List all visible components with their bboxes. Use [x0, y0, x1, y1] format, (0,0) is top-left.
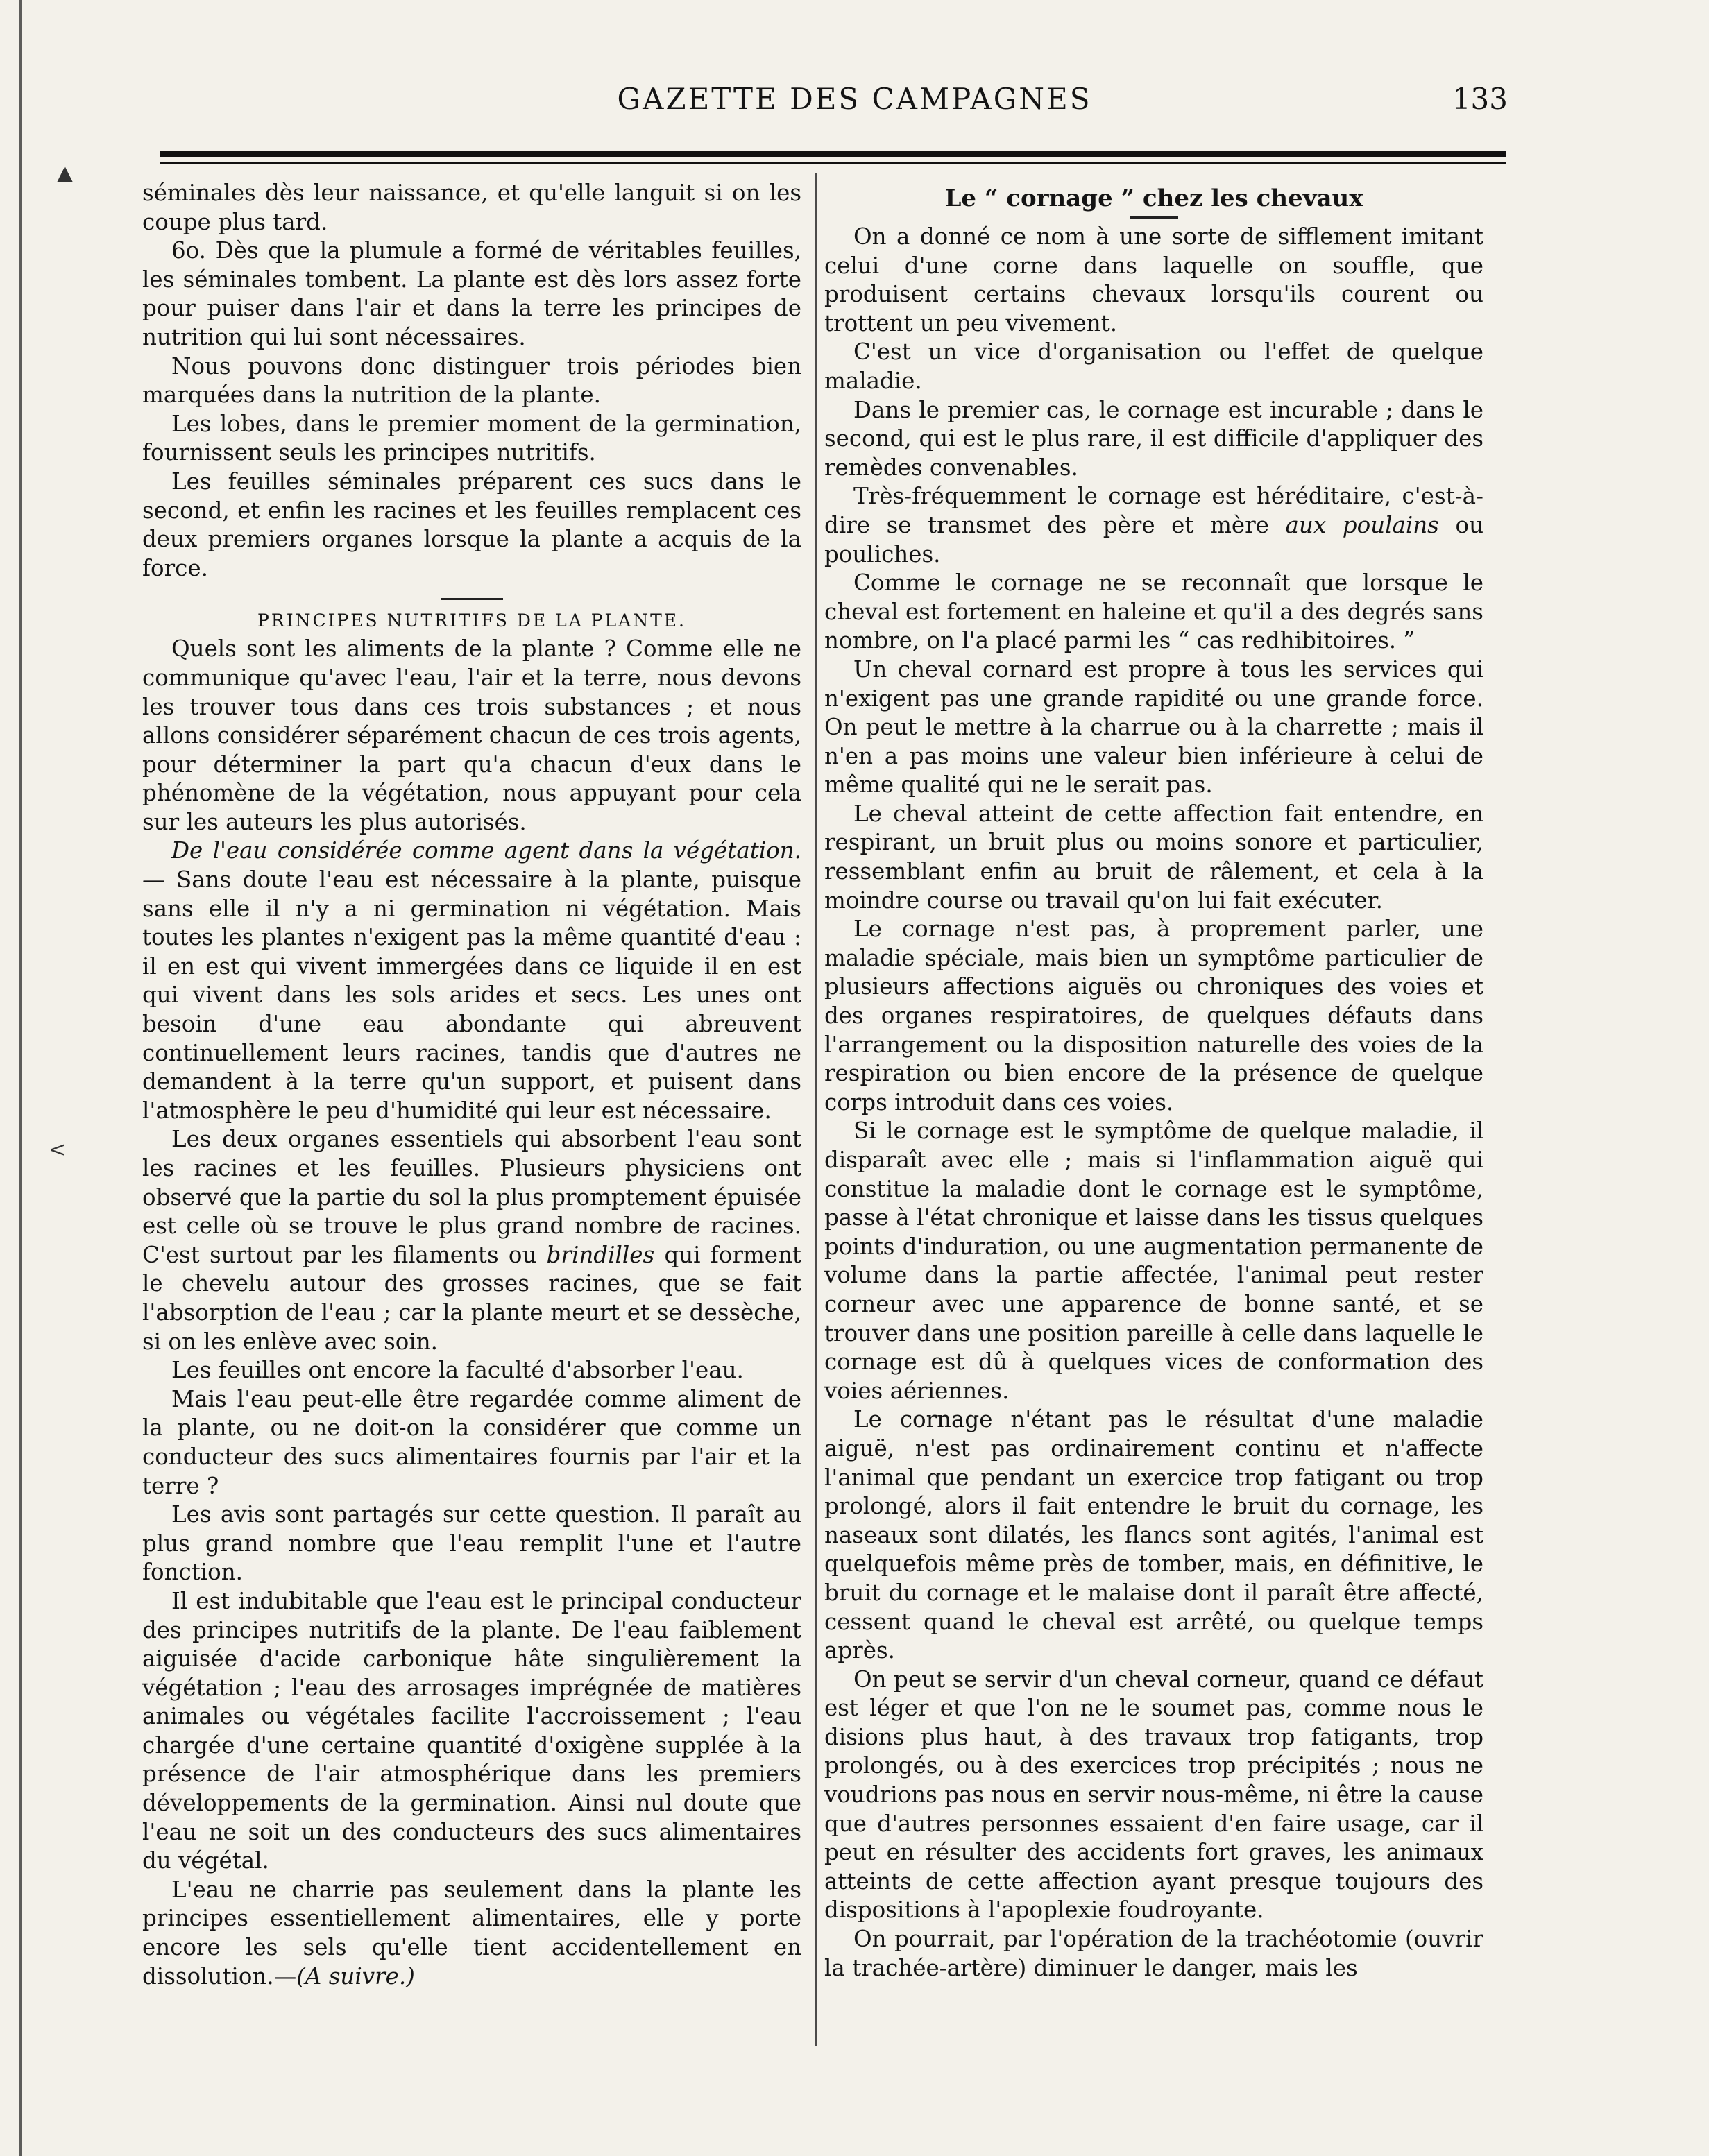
heading-rule: [1130, 216, 1178, 219]
paragraph: Le cornage n'est pas, à proprement parler, une maladie spéciale, mais bien un symptôme particulier de plusieurs affections aiguës ou chroniques des voies et des organes respiratoires, de quelques défauts dans l'arrangement ou la disposition naturelle des voies de la respiration ou bien encore de la présence de quelque corps introduit dans ces voies.: [824, 916, 1483, 1115]
paragraph: Quels sont les aliments de la plante ? Comme elle ne communique qu'avec l'eau, l'air et la terre, nous devons les trouver tous dans ces trois substances ; et nous allons considérer séparément chacun de ces trois agents, pour déterminer la part qu'a chacun d'eux dans le phénomène de la végétation, nous appuyant pour cela sur les auteurs les plus autorisés.: [142, 635, 801, 835]
left-column: [142, 179, 801, 2045]
paragraph: Les avis sont partagés sur cette question. Il paraît au plus grand nombre que l'eau remplit l'une et l'autre fonction.: [142, 1501, 801, 1586]
paragraph-text: Très-fréquemment le cornage est héréditaire, c'est-à-dire se transmet des père et mère: [824, 483, 1483, 538]
margin-mark: <: [49, 1138, 67, 1162]
paragraph: Les feuilles séminales préparent ces sucs dans le second, et enfin les racines et les feuilles remplacent ces deux premiers organes lorsque la plante a acquis de la force.: [142, 468, 801, 581]
header-rule-thick: [160, 151, 1506, 157]
paragraph: [824, 482, 1483, 569]
paragraph: 6o. Dès que la plumule a formé de véritables feuilles, les séminales tombent. La plante est dès lors assez forte pour puiser dans l'air et dans la terre les principes de nutrition qui lui sont nécessaires.: [142, 237, 801, 350]
right-column: [824, 179, 1483, 2045]
page-header: [0, 0, 1709, 139]
column-divider: [815, 173, 817, 2046]
paragraph: Dans le premier cas, le cornage est incurable ; dans le second, qui est le plus rare, il est difficile d'appliquer des remèdes convenables.: [824, 396, 1483, 481]
paragraph-text: Les deux organes essentiels qui absorbent l'eau sont les racines et les feuilles. Plusieurs physiciens ont observé que la partie du sol la plus promptement épuisée est celle où se trouve le plus grand nombre de racines. C'est surtout par les filaments ou: [142, 1126, 801, 1268]
subsection-title: De l'eau considérée comme agent dans la végétation. —: [142, 837, 801, 893]
paragraph: C'est un vice d'organisation ou l'effet de quelque maladie.: [824, 339, 1483, 394]
paragraph: Le cornage n'étant pas le résultat d'une maladie aiguë, n'est pas ordinairement continu et n'affecte l'animal que pendant un exercice trop fatigant ou trop prolongé, alors il fait entendre le bruit du cornage, les naseaux sont dilatés, les flancs sont agités, l'animal est quelquefois même près de tomber, mais, en définitive, le bruit du cornage et le malaise dont il paraît être affecté, cessent quand le cheval est arrêté, ou quelque temps après.: [824, 1406, 1483, 1664]
paragraph: Si le cornage est le symptôme de quelque maladie, il disparaît avec elle ; mais si l'inflammation aiguë qui constitue la maladie dont le cornage est le symptôme, passe à l'état chronique et laisse dans les tissus quelques points d'induration, ou une augmentation permanente de volume dans la partie affectée, l'animal peut rester corneur avec une apparence de bonne santé, et se trouver dans une position pareille à celle dans laquelle le cornage est dû à quelques vices de conformation des voies aériennes.: [824, 1118, 1483, 1404]
paragraph: Nous pouvons donc distinguer trois périodes bien marquées dans la nutrition de la plante.: [142, 352, 801, 409]
paragraph: Les lobes, dans le premier moment de la germination, fournissent seuls les principes nutritifs.: [142, 410, 801, 466]
paragraph: Comme le cornage ne se reconnaît que lorsque le cheval est fortement en haleine et qu'il a des degrés sans nombre, on l'a placé parmi les “ cas redhibitoires. ”: [824, 570, 1483, 654]
paragraph: [142, 837, 801, 1125]
page-edge-mark: [19, 0, 22, 2156]
paragraph: Mais l'eau peut-elle être regardée comme aliment de la plante, ou ne doit-on la considérer que comme un conducteur des sucs alimentaires fournis par l'air et la terre ?: [142, 1385, 801, 1499]
paragraph: séminales dès leur naissance, et qu'elle languit si on les coupe plus tard.: [142, 180, 801, 235]
section-rule: [441, 598, 503, 600]
publication-title: GAZETTE DES CAMPAGNES: [617, 82, 1092, 116]
paragraph-text: ou pouliches.: [824, 511, 1483, 567]
paragraph-text: Sans doute l'eau est nécessaire à la plante, puisque sans elle il n'y a ni germination ni végétation. Mais toutes les plantes n'exigent pas la même quantité d'eau : il en est qui vivent immergées dans ce liquide il en est qui vivent dans les sols arides et secs. Les unes ont besoin d'une eau abondante qui abreuvent continuellement leurs racines, tandis que d'autres ne demandent à la terre qu'un support, et puisent dans l'atmosphère le peu d'humidité qui leur est nécessaire.: [142, 866, 801, 1124]
section-heading: PRINCIPES NUTRITIFS DE LA PLANTE.: [257, 610, 686, 631]
paragraph-text: L'eau ne charrie pas seulement dans la plante les principes essentiellement alimentaires, elle y porte encore les sels qu'elle tient accidentellement en dissolution.—: [142, 1876, 801, 1990]
margin-mark: ▲: [57, 161, 74, 185]
header-rule-thin: [160, 162, 1506, 164]
paragraph-text: qui forment le chevelu autour des grosses racines, que se fait l'absorption de l'eau ; car la plante meurt et se dessèche, si on les enlève avec soin.: [142, 1241, 801, 1355]
italic-term: aux poulains: [1285, 511, 1439, 538]
paragraph: Il est indubitable que l'eau est le principal conducteur des principes nutritifs de la plante. De l'eau faiblement aiguisée d'acide carbonique hâte singulièrement la végétation ; l'eau des arrosages imprégnée de matières animales ou végétales facilite l'accroissement ; l'eau chargée d'une certaine quantité d'oxigène supplée à la présence de l'air atmosphérique dans les premiers développements de la germination. Ainsi nul doute que l'eau ne soit un des conducteurs des sucs alimentaires du végétal.: [142, 1587, 801, 1874]
to-be-continued: (A suivre.): [296, 1962, 415, 1990]
paragraph: [142, 1876, 801, 1991]
italic-term: brindilles: [546, 1241, 655, 1268]
paragraph: On pourrait, par l'opération de la trachéotomie (ouvrir la trachée-artère) diminuer le danger, mais les: [824, 1926, 1483, 1981]
paragraph: [142, 1125, 801, 1356]
paragraph: Le cheval atteint de cette affection fait entendre, en respirant, un bruit plus ou moins sonore et particulier, ressemblant enfin au bruit de râlement, et cela à la moindre course ou travail qu'on lui fait exécuter.: [824, 800, 1483, 914]
page-number: 133: [1452, 82, 1508, 116]
article-heading: Le “ cornage ” chez les chevaux: [944, 185, 1363, 212]
paragraph: On a donné ce nom à une sorte de sifflement imitant celui d'une corne dans laquelle on souffle, que produisent certains chevaux lorsqu'ils courent ou trottent un peu vivement.: [824, 223, 1483, 336]
paragraph: Un cheval cornard est propre à tous les services qui n'exigent pas une grande rapidité ou une grande force. On peut le mettre à la charrue ou à la charrette ; mais il n'en a pas moins une valeur bien inférieure à celui de même qualité qui ne le serait pas.: [824, 656, 1483, 798]
paragraph: On peut se servir d'un cheval corneur, quand ce défaut est léger et que l'on ne le soumet pas, comme nous le disions plus haut, à des travaux trop fatigants, trop prolongés, ou à des exercices trop précipités ; nous ne voudrions pas nous en servir nous-même, ni être la cause que d'autres personnes essaient d'en faire usage, car il peut en résulter des accidents fort graves, les animaux atteints de cette affection ayant presque toujours des dispositions à l'apoplexie foudroyante.: [824, 1666, 1483, 1924]
paragraph: Les feuilles ont encore la faculté d'absorber l'eau.: [171, 1357, 744, 1384]
